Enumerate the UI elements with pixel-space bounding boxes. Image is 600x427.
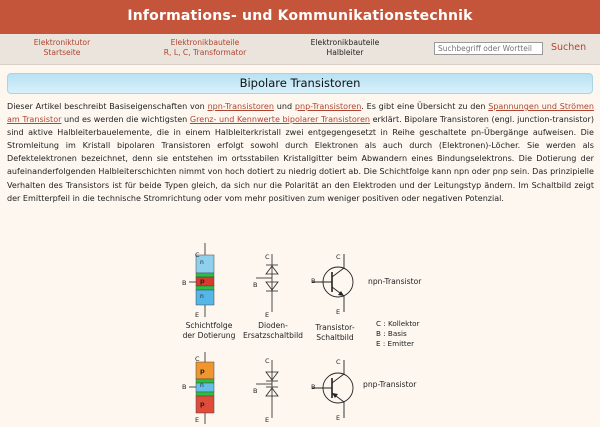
- pnp-layer-p-bottom: p: [200, 400, 205, 408]
- npn-terminal-c: C: [195, 251, 200, 259]
- pnp-symbol: [310, 356, 360, 422]
- pnp-base-layer: [196, 383, 214, 392]
- legend-basis: B : Basis: [376, 329, 407, 338]
- search-input[interactable]: [434, 42, 543, 55]
- npn-diode-terminal-e: E: [265, 311, 270, 319]
- npn-layer-p: p: [200, 277, 205, 285]
- npn-terminal-e: E: [195, 311, 200, 319]
- link-pnp-transistoren[interactable]: pnp-Transistoren: [294, 102, 362, 111]
- npn-diode-terminal-b: B: [253, 281, 258, 289]
- article-text-part: und: [274, 102, 295, 111]
- site-title: Informations- und Kommunikationstechnik: [127, 8, 473, 24]
- link-spannungen-stroeme[interactable]: Spannungen und Strömen am Transistor: [7, 102, 594, 125]
- npn-symbol-terminal-e: E: [336, 308, 341, 316]
- nav-item-sublabel: Startseite: [43, 48, 81, 57]
- legend-emitter: E : Emitter: [376, 339, 415, 348]
- article-text-part: und es werden die wichtigsten: [61, 115, 190, 125]
- npn-transistor-label: npn-Transistor: [368, 277, 422, 286]
- npn-symbol-terminal-c: C: [336, 253, 341, 261]
- pnp-collector-layer: [196, 362, 214, 379]
- nav-item-rlc[interactable]: [150, 38, 260, 58]
- article-text-part: erklärt. Bipolare Transistoren (engl. junction-transistor) sind aktive Halbleiterbauelemente, die in einem Halbleiterkristall zwei entgegengesetzt in Reihe geschaltete pn-Übergänge aufweisen. Die Stromleitung im Kristall bipolaren Transistoren erfolgt sowohl durch Elektronen als auch durch (Elektronen)-Löcher. Sie werden als Defektelektronen bezeichnet, denn sie entstehen im ortsstabilen Kristallgitter beim Abwandern eines Bindungselektrons. Die Dotierung der aufeinanderfolgenden Halbleiterschichten nimmt von hoch dotiert zu niedrig dotiert ab. Die Schichtfolge kann npn oder pnp sein. Das prinzipielle Verhalten des Transistors ist für beide Typen gleich, da sich nur die Polarität an den Elektroden und der Leitungstyp ändern. Im Schaltbild zeigt der Emitterpfeil in die technische Stromrichtung oder vom mehr positiven zum weniger positiven oder negativen Potenzial.: [7, 115, 594, 203]
- caption-line: Schaltbild: [316, 333, 354, 342]
- site-banner: [0, 0, 600, 34]
- caption-schichtfolge: [174, 321, 244, 341]
- nav-item-sublabel: Halbleiter: [326, 48, 364, 57]
- nav-item-sublabel: R, L, C, Transformator: [163, 48, 247, 57]
- caption-line: Transistor-: [315, 323, 355, 332]
- pnp-symbol-terminal-c: C: [336, 358, 341, 366]
- page-title: Bipolare Transistoren: [239, 76, 361, 90]
- pnp-diode-terminal-e: E: [265, 416, 270, 424]
- caption-dioden: [238, 321, 308, 341]
- caption-line: Ersatzschaltbild: [242, 331, 304, 340]
- pnp-symbol-terminal-b: B: [311, 383, 316, 391]
- caption-line: der Dotierung: [182, 331, 236, 340]
- pnp-diode-terminal-c: C: [265, 357, 270, 365]
- pnp-symbol-terminal-e: E: [336, 414, 341, 422]
- caption-schaltbild: [305, 323, 365, 343]
- pnp-layer-diagram: [180, 352, 230, 427]
- npn-diode-terminal-c: C: [265, 253, 270, 261]
- pnp-terminal-b: B: [182, 383, 187, 391]
- caption-line: Dioden-: [258, 321, 288, 330]
- pnp-diode-terminal-b: B: [253, 387, 258, 395]
- search-button[interactable]: Suchen: [551, 42, 587, 53]
- npn-layer-n-top: n: [200, 259, 204, 266]
- caption-line: Schichtfolge: [185, 321, 233, 330]
- npn-base-layer: [196, 277, 214, 286]
- npn-symbol-terminal-b: B: [311, 277, 316, 285]
- link-npn-transistoren[interactable]: npn-Transistoren: [207, 102, 274, 111]
- article-text-part: . Es gibt eine Übersicht zu den: [361, 102, 489, 111]
- pnp-layer-p-top: p: [200, 367, 205, 375]
- page-title-bar: [7, 73, 593, 94]
- pnp-transistor-label: pnp-Transistor: [363, 380, 417, 389]
- npn-terminal-b: B: [182, 279, 187, 287]
- nav-item-label: Elektroniktutor: [33, 38, 91, 47]
- nav-item-startseite[interactable]: [22, 38, 102, 58]
- legend-kollektor: C : Kollektor: [376, 319, 420, 328]
- npn-layer-diagram: [180, 243, 230, 321]
- npn-emitter-layer: [196, 290, 214, 305]
- pnp-terminal-e: E: [195, 416, 200, 424]
- pnp-layer-n: n: [200, 382, 204, 389]
- npn-layer-n-bottom: n: [200, 293, 204, 300]
- nav-item-label: Elektronikbauteile: [310, 38, 380, 47]
- npn-symbol: [310, 250, 360, 316]
- article-text: [7, 100, 594, 205]
- pnp-terminal-c: C: [195, 355, 200, 363]
- pnp-emitter-layer: [196, 396, 214, 413]
- link-grenz-kennwerte[interactable]: Grenz- und Kennwerte bipolarer Transistoren: [189, 115, 370, 125]
- nav-item-halbleiter[interactable]: [305, 38, 385, 58]
- nav-item-label: Elektronikbauteile: [170, 38, 240, 47]
- article-text-part: Dieser Artikel beschreibt Basiseigenschaften von: [7, 102, 208, 111]
